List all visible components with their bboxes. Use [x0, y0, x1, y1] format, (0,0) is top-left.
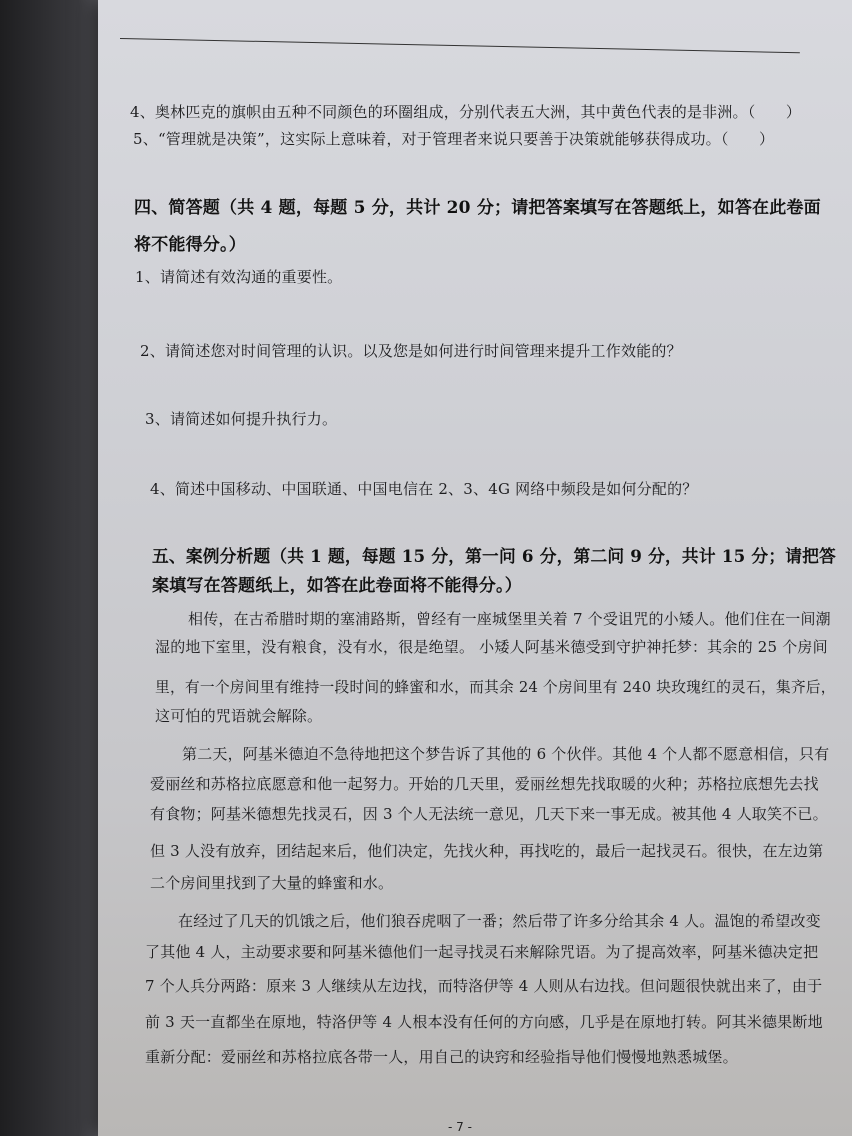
judge-question-5: 5、“管理就是决策”，这实际上意味着，对于管理者来说只要善于决策就能够获得成功。（ ） [133, 130, 775, 148]
section4-heading-cont: 将不能得分。） [134, 235, 246, 255]
background-shadow [0, 0, 98, 1136]
section5-heading-cont: 案填写在答题纸上，如答在此卷面将不能得分。） [152, 576, 522, 596]
exam-page [98, 0, 852, 1136]
case-line-9: 二个房间里找到了大量的蜂蜜和水。 [150, 874, 394, 892]
section4-heading: 四、简答题（共 4 题，每题 5 分，共计 20 分；请把答案填写在答题纸上，如答在此卷面 [134, 198, 821, 218]
page-number: - 7 - [448, 1120, 472, 1134]
case-line-12: 7 个人兵分两路：原来 3 人继续从左边找，而特洛伊等 4 人则从右边找。但问题很快就出来了，由于 [145, 977, 823, 995]
case-line-6: 爱丽丝和苏格拉底愿意和他一起努力。开始的几天里，爱丽丝想先找取暖的火种；苏格拉底想先去找 [150, 775, 819, 793]
case-line-4: 这可怕的咒语就会解除。 [155, 707, 323, 725]
case-line-13: 前 3 天一直都坐在原地，特洛伊等 4 人根本没有任何的方向感，几乎是在原地打转。阿其米德果断地 [145, 1013, 823, 1031]
short-question-1: 1、请简述有效沟通的重要性。 [135, 268, 343, 286]
short-question-2: 2、请简述您对时间管理的认识。以及您是如何进行时间管理来提升工作效能的？ [140, 342, 682, 360]
case-line-5: 第二天，阿基米德迫不急待地把这个梦告诉了其他的 6 个伙伴。其他 4 个人都不愿意相信，只有 [182, 745, 830, 763]
case-line-3: 里，有一个房间里有维持一段时间的蜂蜜和水，而其余 24 个房间里有 240 块玫瑰红的灵石，集齐后， [155, 678, 836, 696]
case-line-1: 相传，在古希腊时期的塞浦路斯，曾经有一座城堡里关着 7 个受诅咒的小矮人。他们住在一间潮 [188, 610, 831, 628]
short-question-4: 4、简述中国移动、中国联通、中国电信在 2、3、4G 网络中频段是如何分配的？ [150, 480, 698, 498]
judge-question-4: 4、奥林匹克的旗帜由五种不同颜色的环圈组成，分别代表五大洲，其中黄色代表的是非洲。（ ） [130, 103, 802, 121]
case-line-11: 了其他 4 人，主动要求要和阿基米德他们一起寻找灵石来解除咒语。为了提高效率，阿基米德决定把 [145, 943, 819, 961]
case-line-7: 有食物；阿基米德想先找灵石，因 3 个人无法统一意见，几天下来一事无成。被其他 4 人取笑不已。 [150, 805, 828, 823]
case-line-8: 但 3 人没有放弃，团结起来后，他们决定，先找火种，再找吃的，最后一起找灵石。很快，在左边第 [150, 842, 824, 860]
case-line-14: 重新分配：爱丽丝和苏格拉底各带一人，用自己的诀窍和经验指导他们慢慢地熟悉城堡。 [145, 1048, 738, 1066]
case-line-10: 在经过了几天的饥饿之后，他们狼吞虎咽了一番；然后带了许多分给其余 4 人。温饱的希望改变 [178, 912, 821, 930]
short-question-3: 3、请简述如何提升执行力。 [145, 410, 338, 428]
case-line-2: 湿的地下室里，没有粮食，没有水，很是绝望。 小矮人阿基米德受到守护神托梦：其余的 25 个房间 [155, 638, 828, 656]
section5-heading: 五、案例分析题（共 1 题，每题 15 分，第一问 6 分，第二问 9 分，共计 15 分；请把答 [152, 547, 836, 567]
